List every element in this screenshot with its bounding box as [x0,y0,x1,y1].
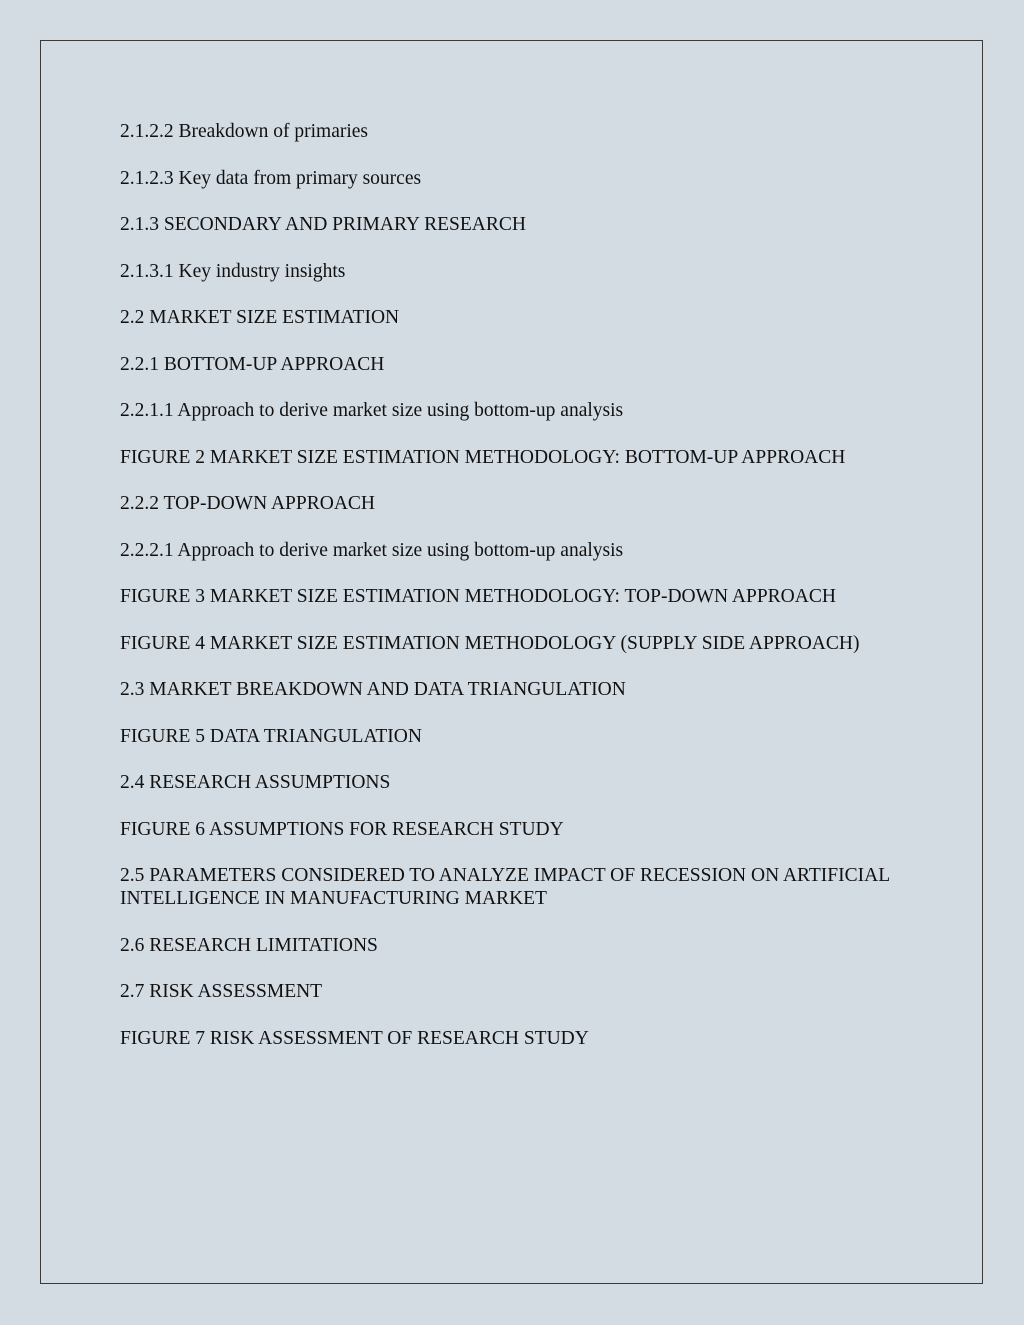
toc-entry: 2.5 PARAMETERS CONSIDERED TO ANALYZE IMPACT OF RECESSION ON ARTIFICIAL INTELLIGENCE IN MANUFACTURING MARKET [120,865,890,909]
toc-entry: 2.3 MARKET BREAKDOWN AND DATA TRIANGULATION [120,679,626,700]
toc-entry: 2.2 MARKET SIZE ESTIMATION [120,307,400,328]
toc-entry: 2.1.3 SECONDARY AND PRIMARY RESEARCH [120,214,526,235]
toc-entry: 2.4 RESEARCH ASSUMPTIONS [120,772,391,793]
table-of-contents [120,120,920,1073]
toc-entry: 2.2.1 BOTTOM-UP APPROACH [120,353,385,375]
toc-entry: FIGURE 6 ASSUMPTIONS FOR RESEARCH STUDY [120,818,564,840]
toc-entry: FIGURE 5 DATA TRIANGULATION [120,725,422,747]
toc-entry: 2.2.1.1 Approach to derive market size using bottom-up analysis [120,400,624,421]
toc-entry: 2.1.3.1 Key industry insights [120,260,346,282]
toc-entry: 2.1.2.3 Key data from primary sources [120,167,422,189]
toc-entry: 2.1.2.2 Breakdown of primaries [120,121,369,142]
toc-entry: FIGURE 4 MARKET SIZE ESTIMATION METHODOLOGY (SUPPLY SIDE APPROACH) [120,632,860,654]
toc-entry: 2.2.2.1 Approach to derive market size using bottom-up analysis [120,539,624,561]
toc-entry: FIGURE 7 RISK ASSESSMENT OF RESEARCH STUDY [120,1027,589,1049]
toc-entry: 2.2.2 TOP-DOWN APPROACH [120,493,375,514]
toc-entry: FIGURE 2 MARKET SIZE ESTIMATION METHODOLOGY: BOTTOM-UP APPROACH [120,446,846,468]
toc-entry: 2.7 RISK ASSESSMENT [120,981,323,1002]
toc-entry: 2.6 RESEARCH LIMITATIONS [120,934,378,956]
toc-entry: FIGURE 3 MARKET SIZE ESTIMATION METHODOLOGY: TOP-DOWN APPROACH [120,586,836,607]
